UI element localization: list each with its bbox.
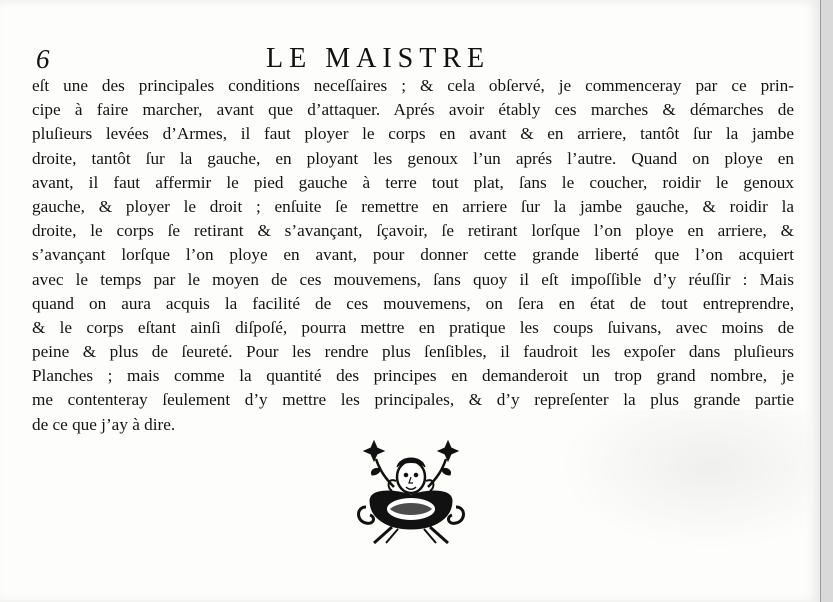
text-line: droite, le corps ſe retirant & s’avançant, ſçavoir, ſe retirant lorſque l’on ploye en arriere, & — [32, 221, 794, 241]
text-line: cipe à faire marcher, avant que d’attaquer. Aprés avoir étably ces marches & démarches de — [32, 100, 794, 120]
text-line: quand on aura acquis la facilité de ces mouvemens, on ſera en état de tout entreprendre, — [32, 293, 794, 313]
text-line: eſt une des principales conditions neceſſaires ; & cela obſervé, je commenceray par ce prin- — [32, 76, 794, 95]
running-title: LE MAISTRE — [266, 43, 491, 74]
text-line: Planches ; mais comme la quantité des principes en demanderoit un trop grand nombre, je — [32, 366, 794, 386]
page-number: 6 — [36, 44, 50, 74]
text-line: avant, il faut affermir le pied gauche à terre tout plat, ſans le coucher, roidir le genoux — [32, 172, 794, 192]
text-line: s’avançant lorſque l’on ploye en avant, pour donner cette grande liberté que l’on acquiert — [32, 245, 794, 265]
text-line: & le corps eſtant ainſi diſpoſé, pourra mettre en pratique les coups ſuivans, avec moins de — [32, 317, 794, 337]
text-line: avec le temps par le moyen de ces mouvemens, ſans quoy il eſt impoſſible d’y réuſſir : Mais — [32, 269, 794, 289]
text-line: droite, tantôt ſur la gauche, en ployant les genoux l’un aprés l’autre. Quand on ploye en — [32, 148, 794, 168]
text-line: me contenteray ſeulement d’y mettre les principales, & d’y repreſenter la plus grande partie — [32, 390, 794, 410]
text-line: peine & plus de ſeureté. Pour les rendre plus ſenſibles, il faudroit les expoſer dans pluſieurs — [32, 342, 794, 362]
text-line: de ce que j’ay à dire. — [32, 414, 176, 434]
body-paragraph — [32, 74, 794, 437]
fleuron-mask-icon — [352, 437, 470, 547]
text-line: pluſieurs levées d’Armes, il faut ployer le corps en avant & en arriere, tantôt ſur la jambe — [32, 124, 794, 144]
page-header — [36, 44, 796, 78]
text-line: gauche, & ployer le droit ; enſuite ſe remettre en arriere ſur la jambe gauche, & roidir la — [32, 196, 794, 216]
